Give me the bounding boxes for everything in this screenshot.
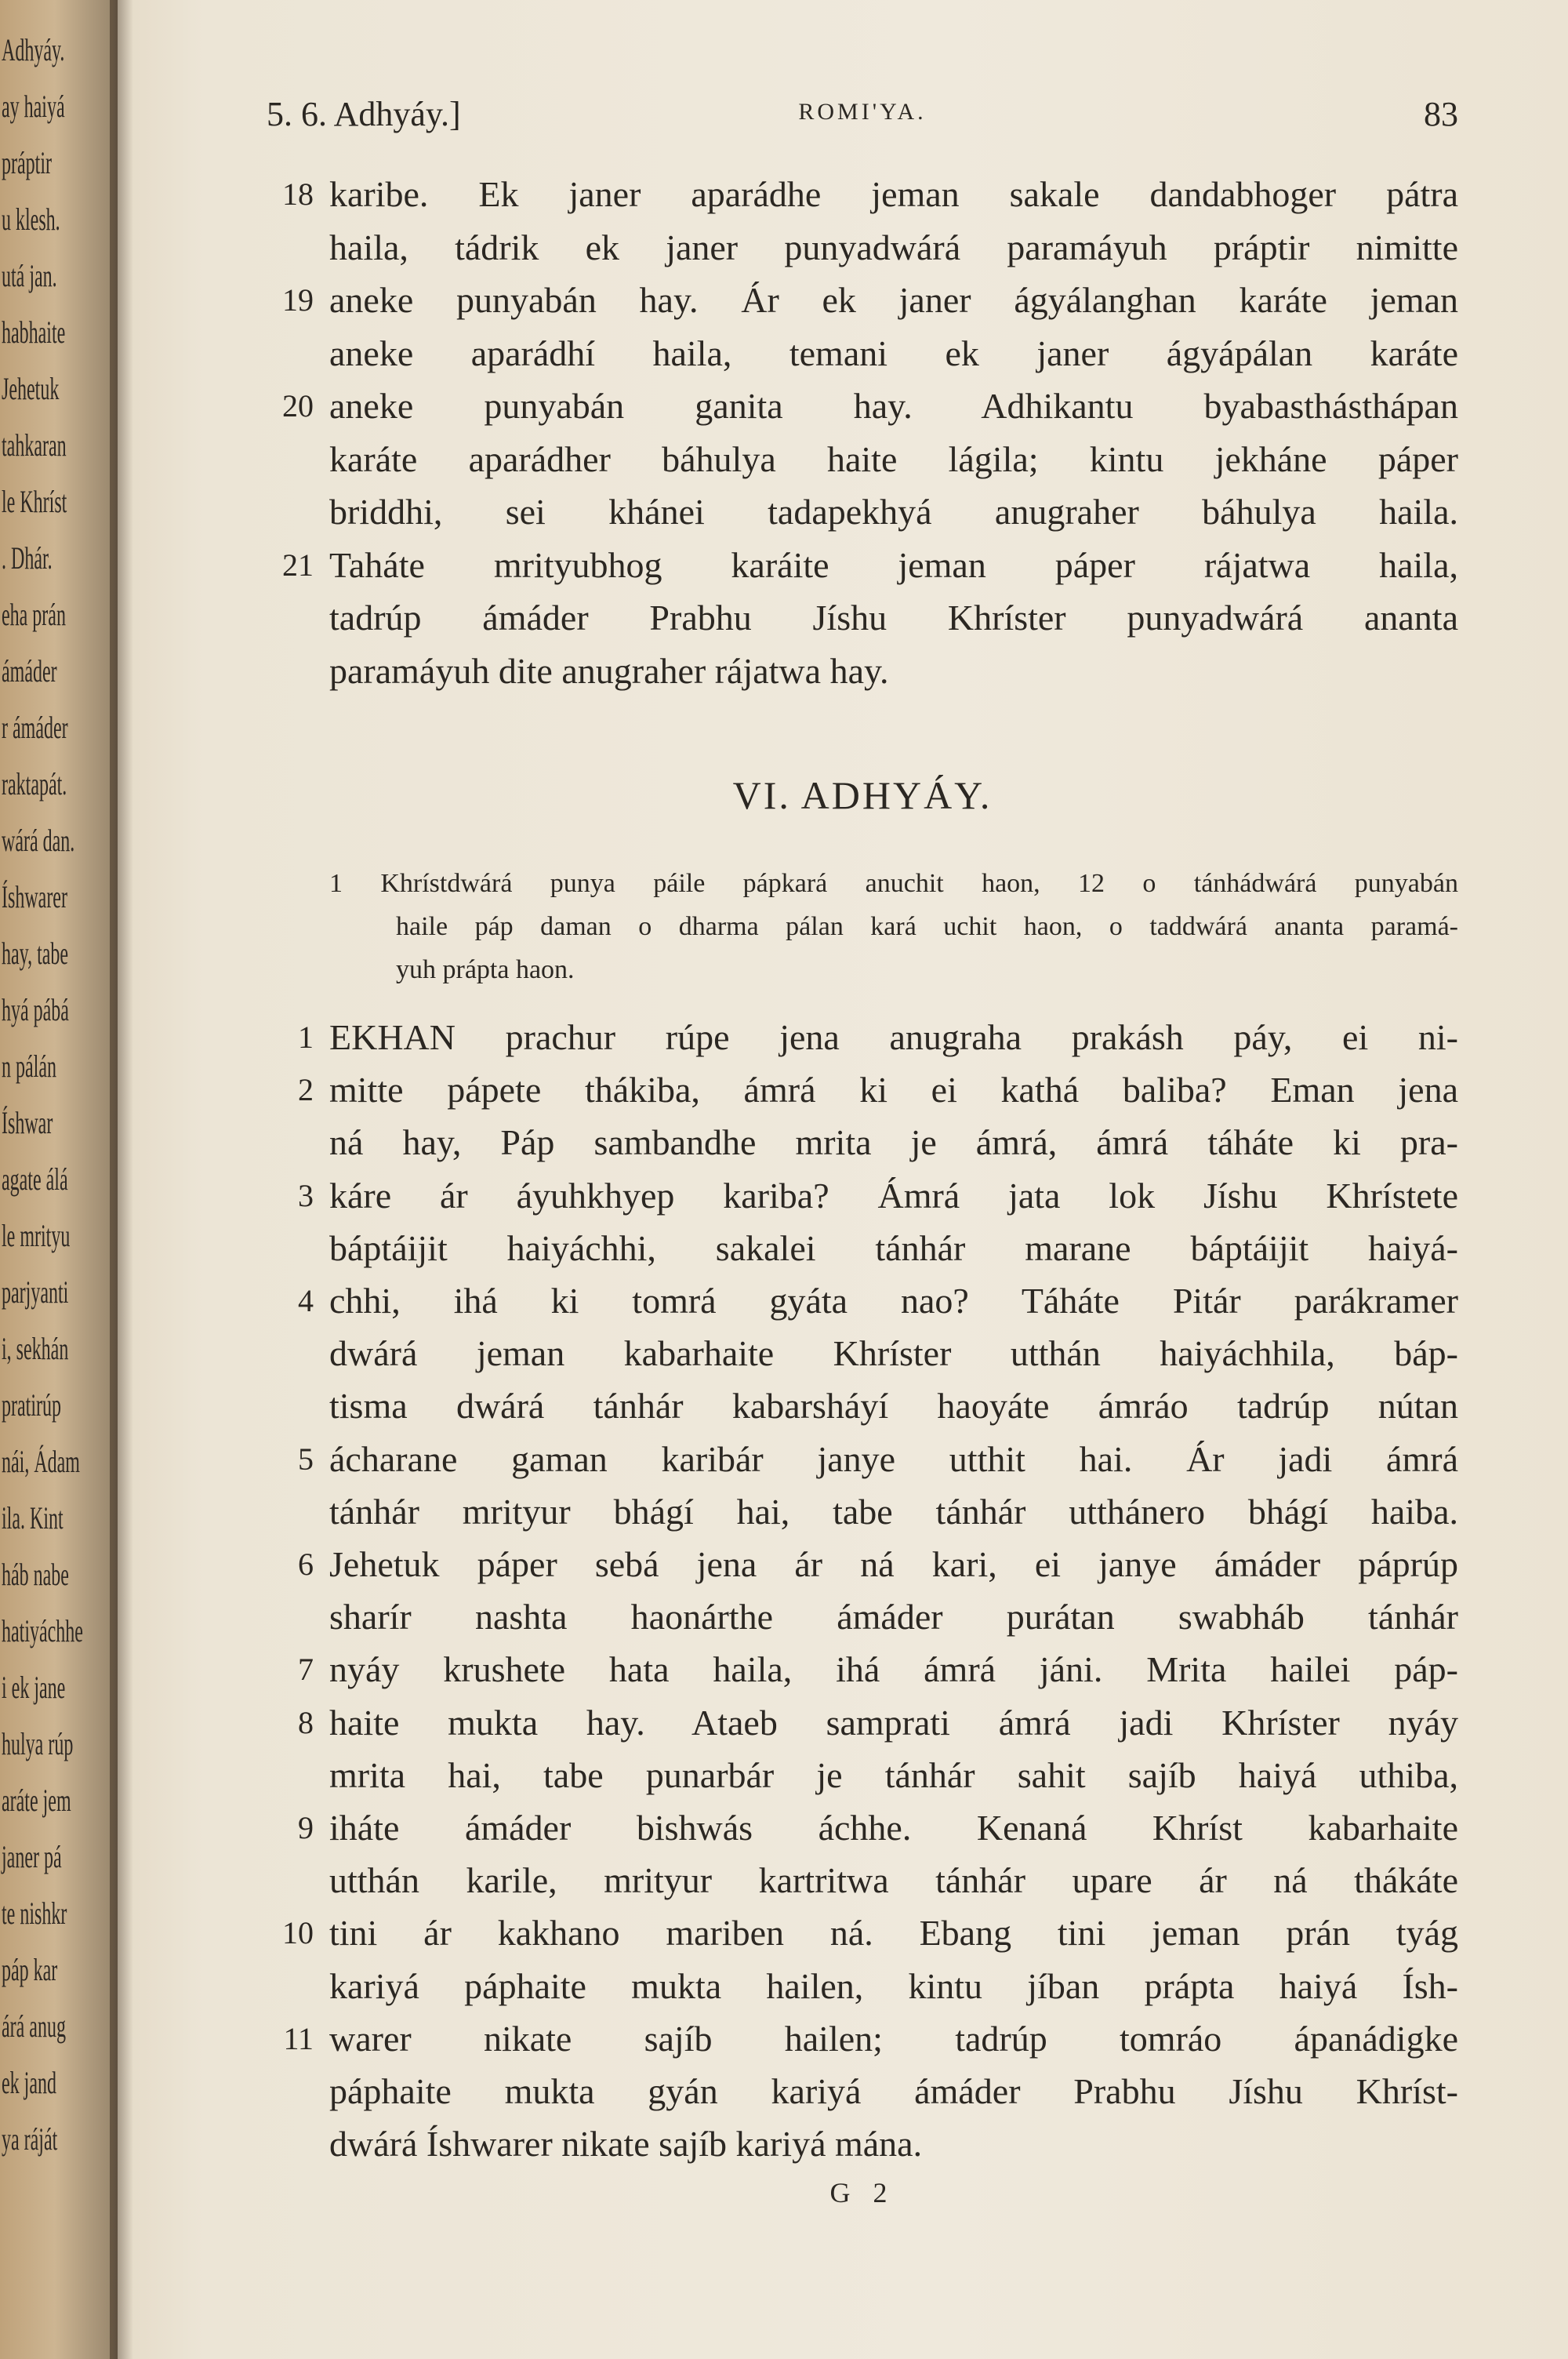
- text-line: [329, 169, 1458, 220]
- summary-line: haile páp daman o dharma pálan kará uchit haon, o taddwárá ananta paramá-: [396, 912, 1458, 941]
- previous-page-fragment: Adhyáy.: [2, 32, 65, 67]
- previous-page-fragment: Íshwarer: [2, 879, 67, 914]
- text-line-content: tisma dwárá tánhár kabarsháyí haoyáte ámráo tadrúp nútan: [329, 1386, 1458, 1427]
- text-line: [329, 1064, 1458, 1116]
- text-line-content: káre ár áyuhkhyep kariba? Ámrá jata lok Jíshu Khrístete: [329, 1175, 1458, 1216]
- text-line-content: aneke punyabán ganita hay. Adhikantu byabasthásthápan: [329, 386, 1458, 426]
- previous-page-fragment: wárá dan.: [2, 823, 75, 858]
- text-line: [329, 486, 1458, 538]
- text-line: [329, 1170, 1458, 1222]
- verse-number: 11: [283, 2020, 314, 2056]
- previous-page-fragment: eha prán: [2, 597, 66, 632]
- verse-number: 2: [298, 1072, 314, 1108]
- text-line: [329, 1434, 1458, 1485]
- running-header: [267, 94, 1458, 141]
- previous-page-fragment: ámáder: [2, 653, 57, 689]
- text-line-content: ácharane gaman karibár janye utthit hai. Ár jadi ámrá: [329, 1438, 1458, 1479]
- previous-page-fragment: hyá pábá: [2, 992, 69, 1027]
- text-line-content: warer nikate sajíb hailen; tadrúp tomráo ápanádigke: [329, 2018, 1458, 2059]
- text-line-content: EKHAN prachur rúpe jena anugraha prakásh páy, ei ni-: [329, 1017, 1458, 1057]
- verse-number: 4: [298, 1283, 314, 1318]
- text-line-content: haila, tádrik ek janer punyadwárá paramáyuh práptir nimitte: [329, 227, 1458, 267]
- running-title: ROMI'YA.: [798, 99, 927, 125]
- previous-page-fragment: i ek jane: [2, 1670, 66, 1705]
- text-line: [329, 1644, 1458, 1696]
- text-line-content: paramáyuh dite anugraher rájatwa hay.: [329, 650, 889, 691]
- text-line: [329, 380, 1458, 432]
- text-line-content: tadrúp ámáder Prabhu Jíshu Khríster punyadwárá ananta: [329, 598, 1458, 638]
- text-line-content: tini ár kakhano mariben ná. Ebang tini jeman prán tyág: [329, 1913, 1458, 1954]
- verse-number: 20: [282, 388, 314, 423]
- previous-page-fragment: nái, Ádam: [2, 1444, 80, 1479]
- text-line-content: mrita hai, tabe punarbár je tánhár sahit sajíb haiyá uthiba,: [329, 1754, 1458, 1795]
- summary-line: 1 Khrístdwárá punya páile pápkará anuchit haon, 12 o tánhádwárá punyabán: [329, 869, 1458, 898]
- verse-number: 18: [282, 176, 314, 212]
- previous-page-fragment: ay haiyá: [2, 89, 65, 124]
- text-line-content: tánhár mrityur bhágí hai, tabe tánhár utthánero bhágí haiba.: [329, 1491, 1458, 1532]
- text-line: [329, 222, 1458, 274]
- signature-mark: G 2: [829, 2177, 895, 2208]
- verse-number: 10: [282, 1915, 314, 1951]
- previous-page-fragment: le mrityu: [2, 1218, 71, 1253]
- verse-number: 5: [298, 1441, 314, 1477]
- text-line: [329, 1328, 1458, 1379]
- previous-page-fragment: ya ráját: [2, 2121, 58, 2157]
- text-line-content: chhi, ihá ki tomrá gyáta nao? Táháte Pitár parákramer: [329, 1281, 1458, 1321]
- text-line: [329, 540, 1458, 591]
- section-reference: 5. 6. Adhyáy.]: [267, 95, 461, 133]
- text-line-content: karibe. Ek janer aparádhe jeman sakale dandabhoger pátra: [329, 174, 1458, 214]
- text-line-content: Taháte mrityubhog karáite jeman páper rájatwa haila,: [329, 544, 1458, 585]
- previous-page-fragment: raktapát.: [2, 766, 67, 801]
- text-line: [329, 1380, 1458, 1432]
- previous-page-fragment: r ámáder: [2, 710, 68, 745]
- text-line: [329, 274, 1458, 326]
- previous-page-fragment: pratirúp: [2, 1387, 61, 1423]
- text-line: [329, 1275, 1458, 1327]
- previous-page-fragment: ek jand: [2, 2065, 56, 2100]
- text-line: [329, 434, 1458, 485]
- text-line: [329, 1907, 1458, 1959]
- previous-page-fragment: n pálán: [2, 1049, 56, 1084]
- summary-line: yuh prápta haon.: [396, 955, 575, 984]
- text-line: [329, 1486, 1458, 1538]
- verse-number: 3: [298, 1177, 314, 1213]
- text-line-content: dwárá jeman kabarhaite Khríster utthán haiyáchhila, báp-: [329, 1333, 1458, 1374]
- previous-page-fragment: hatiyáchhe: [2, 1613, 83, 1648]
- text-line-content: aneke punyabán hay. Ár ek janer ágyálanghan karáte jeman: [329, 280, 1458, 320]
- text-line: [329, 1697, 1458, 1749]
- chapter-title: VI. ADHYÁY.: [732, 773, 993, 817]
- text-line: [329, 1223, 1458, 1274]
- text-line: [329, 1750, 1458, 1801]
- verse-number: 1: [298, 1020, 314, 1055]
- text-line: [329, 2066, 1458, 2117]
- text-line: [329, 1802, 1458, 1854]
- text-line-content: dwárá Íshwarer nikate sajíb kariyá mána.: [329, 2124, 923, 2165]
- previous-page-fragment: Jehetuk: [2, 371, 60, 406]
- previous-page-fragment: agate álá: [2, 1161, 68, 1197]
- text-line-content: báptáijit haiyáchhi, sakalei tánhár marane báptáijit haiyá-: [329, 1227, 1458, 1268]
- text-line-content: páphaite mukta gyán kariyá ámáder Prabhu Jíshu Khríst-: [329, 2071, 1458, 2111]
- text-line-content: karáte aparádher báhulya haite lágila; kintu jekháne páper: [329, 438, 1458, 479]
- text-line-content: mitte pápete thákiba, ámrá ki ei kathá baliba? Eman jena: [329, 1070, 1458, 1110]
- previous-page-fragment: i, sekhán: [2, 1331, 69, 1366]
- previous-page-edge: [0, 0, 118, 2359]
- text-line-content: sharír nashta haonárthe ámáder purátan swabháb tánhár: [329, 1597, 1458, 1637]
- text-line-content: kariyá páphaite mukta hailen, kintu jíban prápta haiyá Ísh-: [329, 1965, 1458, 2006]
- previous-page-fragment: janer pá: [2, 1839, 62, 1874]
- previous-page-fragment: páp kar: [2, 1952, 58, 1987]
- previous-page-fragment: hay, tabe: [2, 936, 69, 971]
- text-line-content: haite mukta hay. Ataeb samprati ámrá jadi Khríster nyáy: [329, 1702, 1458, 1743]
- verse-number: 6: [298, 1547, 314, 1582]
- verse-number: 21: [282, 547, 314, 583]
- previous-page-fragment: tahkaran: [2, 427, 67, 463]
- text-line: [329, 1591, 1458, 1643]
- text-line: [329, 1855, 1458, 1906]
- text-line: [329, 2013, 1458, 2065]
- previous-page-fragment: parjyanti: [2, 1274, 69, 1310]
- verse-number: 19: [282, 282, 314, 318]
- text-line: [329, 592, 1458, 644]
- page-number: 83: [1424, 95, 1458, 133]
- previous-page-fragment: u klesh.: [2, 202, 60, 237]
- text-line: [329, 1961, 1458, 2012]
- text-line: [329, 645, 1458, 697]
- text-line: [329, 1012, 1458, 1063]
- text-line: [329, 1539, 1458, 1590]
- text-line-content: utthán karile, mrityur kartritwa tánhár upare ár ná thákáte: [329, 1860, 1458, 1901]
- previous-page-fragment: Íshwar: [2, 1105, 53, 1140]
- verse-number: 9: [298, 1810, 314, 1845]
- previous-page-fragment: aráte jem: [2, 1783, 71, 1818]
- verse-number: 8: [298, 1704, 314, 1740]
- previous-page-fragment: háb nabe: [2, 1557, 69, 1592]
- text-line-content: Jehetuk páper sebá jena ár ná kari, ei janye ámáder páprúp: [329, 1544, 1458, 1584]
- text-line: [329, 2118, 1458, 2170]
- text-line-content: briddhi, sei khánei tadapekhyá anugraher báhulya haila.: [329, 492, 1458, 532]
- book-gutter: [110, 0, 133, 2359]
- text-line-content: nyáy krushete hata haila, ihá ámrá jáni. Mrita hailei páp-: [329, 1649, 1458, 1690]
- text-line: [329, 1117, 1458, 1169]
- previous-page-fragment: utá jan.: [2, 258, 57, 293]
- previous-page-fragment: árá anug: [2, 2008, 66, 2044]
- previous-page-fragment: hulya rúp: [2, 1726, 74, 1761]
- verse-number: 7: [298, 1652, 314, 1688]
- previous-page-fragment: ila. Kint: [2, 1500, 64, 1536]
- text-line-content: ná hay, Páp sambandhe mrita je ámrá, ámrá táháte ki pra-: [329, 1122, 1458, 1163]
- previous-page-fragment: habhaite: [2, 314, 66, 350]
- text-line-content: aneke aparádhí haila, temani ek janer ágyápálan karáte: [329, 333, 1458, 373]
- previous-page-fragment: le Khríst: [2, 484, 67, 519]
- previous-page-fragment: te nishkr: [2, 1896, 67, 1931]
- text-line: [329, 328, 1458, 380]
- text-line-content: iháte ámáder bishwás áchhe. Kenaná Khríst kabarhaite: [329, 1808, 1458, 1848]
- previous-page-fragment: . Dhár.: [2, 540, 53, 576]
- previous-page-fragment: práptir: [2, 145, 52, 180]
